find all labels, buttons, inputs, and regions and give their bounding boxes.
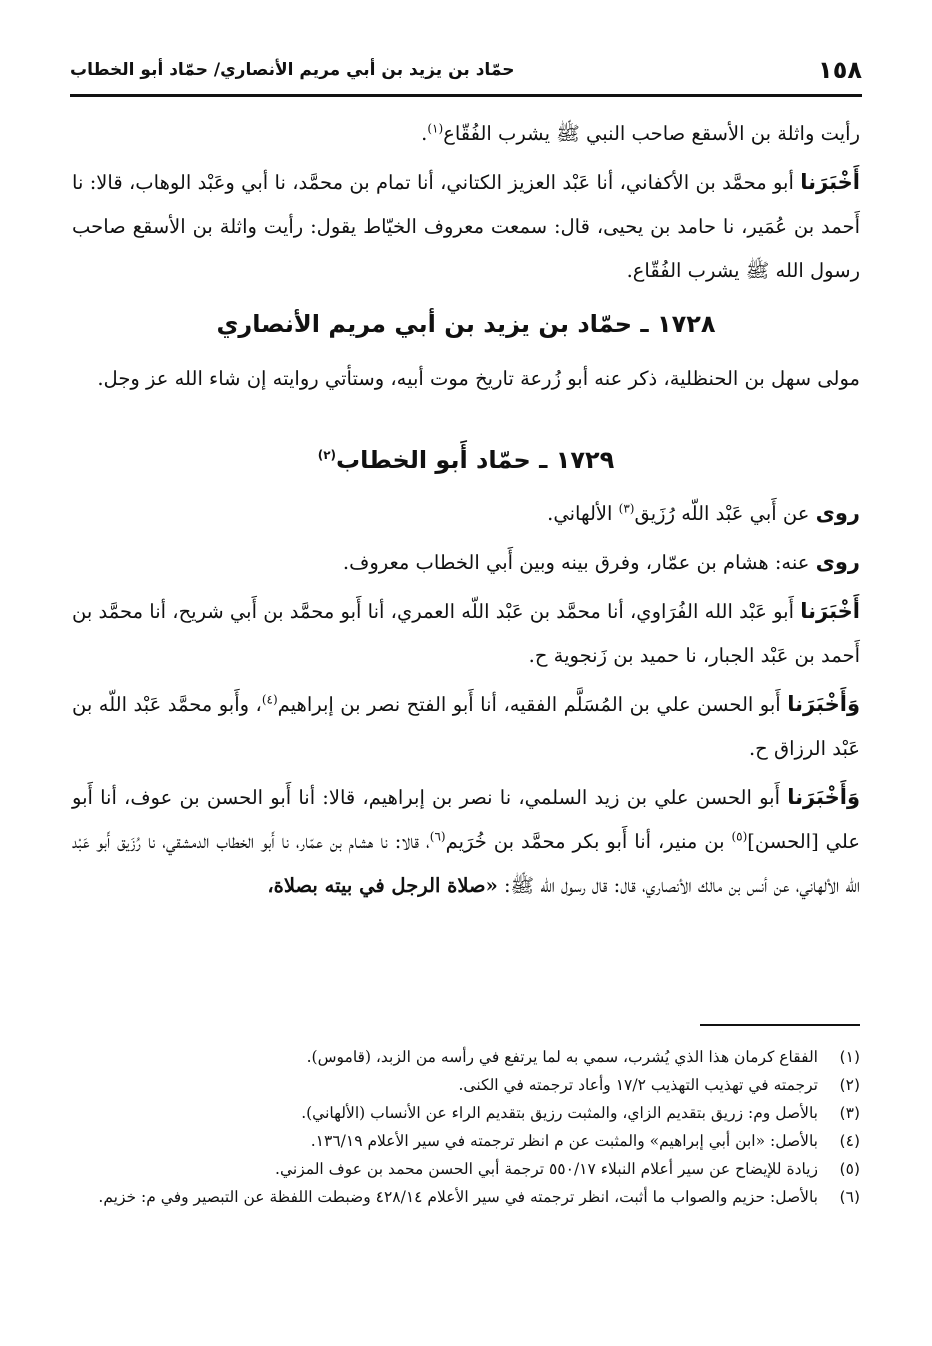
footnote-ref-6: (٦) (429, 829, 446, 844)
paragraph-2 (72, 160, 860, 293)
footnote-text: ترجمته في تهذيب التهذيب ١٧/٢ وأعاد ترجمته في الكنى. (458, 1076, 818, 1094)
footnote (72, 1156, 860, 1182)
paragraph-4 (72, 491, 860, 536)
footnote (72, 1128, 860, 1154)
keyword-rawa: روى (815, 501, 860, 525)
footnote-ref-1: (١) (427, 121, 444, 136)
page-number: ١٥٨ (818, 56, 862, 84)
entry-heading-1729 (72, 437, 860, 483)
footnote-ref-4: (٤) (261, 692, 278, 707)
paragraph-7-text-b: ، وأَبو محمَّد عَبْد اللّه بن عَبْد الرزاق ح. (72, 693, 860, 760)
hadith-quote: «صلاة الرجل في بيته بصلاة، (267, 874, 498, 897)
footnote-ref-2: (٢) (317, 448, 337, 462)
footnote-number: (٦) (839, 1188, 860, 1206)
keyword-akhbarana: أَخْبَرَنا (800, 170, 860, 194)
paragraph-5-text: عنه: هشام بن عمّار، وفرق بينه وبين أَبي الخطاب معروف. (342, 551, 810, 574)
page-header (70, 52, 862, 94)
footnote (72, 1072, 860, 1098)
footnote-text: بالأصل: حزيم والصواب ما أثبت، انظر ترجمته في سير الأعلام ٤٢٨/١٤ وضبطت اللفظة عن التبصير وفي م: خزيم. (98, 1188, 818, 1206)
footnote-number: (٢) (839, 1076, 860, 1094)
paragraph-3 (72, 357, 860, 401)
main-text (72, 112, 860, 912)
keyword-akhbarana: أَخْبَرَنا (800, 599, 860, 623)
footnote-number: (١) (839, 1048, 860, 1066)
footnote-ref-5: (٥) (731, 829, 748, 844)
footnote-number: (٤) (839, 1132, 860, 1150)
footnote-text: الفقاع كرمان هذا الذي يُشرب، سمي به لما يرتفع في رأسه من الزبد، (قاموس). (306, 1048, 818, 1066)
keyword-rawa-anhu: روى (815, 550, 860, 574)
footnote-text: بالأصل: «ابن أبي إبراهيم» والمثبت عن م انظر ترجمته في سير الأعلام ١٣٦/١٩. (310, 1132, 818, 1150)
entry-heading-1728: ١٧٢٨ ـ حمّاد بن يزيد بن أبي مريم الأنصاري (216, 310, 716, 338)
footnote-separator (700, 1024, 860, 1026)
footnote-ref-3: (٣) (618, 501, 635, 516)
paragraph-7-text-a: أَبو الحسن علي بن المُسَلَّم الفقيه، أنا أَبو الفتح نصر بن إبراهيم (277, 693, 781, 716)
paragraph-4-text-b: الألهاني. (547, 502, 613, 525)
paragraph-8-text-a: أَبو الحسن علي بن زيد السلمي، نا نصر بن إبراهيم، قالا: أنا أَبو الحسن بن عوف، أنا أَبو علي [الحسن] (72, 786, 860, 853)
footnote-number: (٣) (839, 1104, 860, 1122)
footnote-text: بالأصل وم: زريق بتقديم الزاي، والمثبت رزيق بتقديم الراء عن الأنساب (الألهاني). (301, 1104, 818, 1122)
paragraph-1-end: . (421, 122, 428, 145)
footnote (72, 1100, 860, 1126)
paragraph-8-text-b: بن منير، أنا أَبو بكر محمَّد بن خُرَيم (445, 830, 725, 853)
header-rule (70, 94, 862, 97)
paragraph-3-text: مولى سهل بن الحنظلية، ذكر عنه أبو زُرعة تاريخ موت أبيه، وستأتي روايته إن شاء الله عز وجل. (97, 367, 860, 390)
paragraph-4-text-a: عن أَبي عَبْد اللّه رُزَيق (634, 502, 810, 525)
paragraph-2-text: أبو محمَّد بن الأكفاني، أنا عَبْد العزيز الكتاني، أنا تمام بن محمَّد، نا أبي وعَبْد الوهاب، قالا: نا أَحمد بن عُمَير، نا حامد بن يحيى، قال: سمعت معروف الخيّاط يقول: رأيت واثلة بن الأسقع صاحب رسول الله ﷺ يشرب الفُقّاع. (72, 171, 860, 282)
paragraph-7 (72, 682, 860, 771)
keyword-wa-akhbarana: وَأَخْبَرَنا (787, 692, 860, 716)
paragraph-6 (72, 589, 860, 678)
footnote (72, 1184, 860, 1210)
keyword-wa-akhbarana: وَأَخْبَرَنا (787, 785, 860, 809)
footnote-text: زيادة للإيضاح عن سير أعلام النبلاء ٥٥٠/١٧ ترجمة أبي الحسن محمد بن عوف المزني. (275, 1160, 818, 1178)
footnote (72, 1044, 860, 1070)
footnotes (72, 1044, 860, 1212)
running-title: حمّاد بن يزيد بن أبي مريم الأنصاري/ حمّاد أبو الخطاب (70, 60, 515, 80)
paragraph-6-text: أَبو عَبْد الله الفُرَاوي، أنا محمَّد بن عَبْد اللّه العمري، أنا أَبو محمَّد بن أَبي شريح، أنا محمَّد بن أَحمد بن عَبْد الجبار، نا حميد بن زَنجوية ح. (72, 600, 860, 667)
entry-heading-1729-text: ١٧٢٩ ـ حمّاد أَبو الخطاب (336, 446, 615, 474)
footnote-number: (٥) (839, 1160, 860, 1178)
paragraph-1-text: رأيت واثلة بن الأسقع صاحب النبي ﷺ يشرب الفُقّاع (443, 122, 860, 145)
paragraph-8-text-c: ، قالا: نا هشام بن عمّار، نا أَبو الخطاب الدمشقي، نا رُزَيق أَبو عَبْد اللّه الألهاني، عن أنس بن مالك الأنصاري، قال: قال رسول الله ﷺ: (72, 830, 860, 897)
paragraph-8 (72, 775, 860, 908)
paragraph-1 (72, 112, 860, 156)
paragraph-5 (72, 540, 860, 585)
